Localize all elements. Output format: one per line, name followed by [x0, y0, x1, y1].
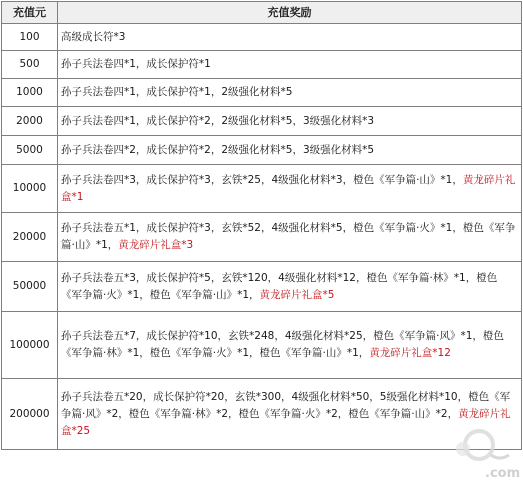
reward-text: 孙子兵法卷五*20，成长保护符*20，玄铁*300，4级强化材料*50，5级强化材料*10，橙色《军争篇·风》*2，橙色《军争篇·林》*2，橙色《军争篇·火》*2，橙色《军争篇·山》*2， — [61, 390, 511, 420]
amount-cell: 200000 — [2, 379, 58, 450]
reward-cell — [58, 24, 522, 51]
reward-cell — [58, 51, 522, 79]
reward-highlight: 黄龙碎片礼盒*1 — [61, 173, 516, 203]
reward-text: 孙子兵法卷四*1，成长保护符*1，2级强化材料*5 — [61, 86, 293, 98]
reward-text: 孙子兵法卷五*3，成长保护符*5，玄铁*120，4级强化材料*12，橙色《军争篇·林》*1，橙色《军争篇·火》*1，橙色《军争篇·山》*1， — [61, 271, 498, 301]
amount-cell: 1000 — [2, 79, 58, 107]
amount-cell: 100 — [2, 24, 58, 51]
reward-table-container — [1, 1, 522, 450]
reward-cell — [58, 79, 522, 107]
reward-highlight: 黄龙碎片礼盒*5 — [259, 288, 335, 301]
reward-cell — [58, 213, 522, 262]
table-row — [2, 379, 522, 450]
reward-cell — [58, 165, 522, 213]
table-row — [2, 312, 522, 379]
amount-cell: 100000 — [2, 312, 58, 379]
reward-text: 高级成长符*3 — [61, 30, 126, 43]
watermark-text: .com — [485, 466, 521, 481]
table-row — [2, 24, 522, 51]
reward-cell — [58, 312, 522, 379]
reward-cell — [58, 262, 522, 312]
table-row — [2, 79, 522, 107]
reward-text: 孙子兵法卷四*3，成长保护符*3，玄铁*25，4级强化材料*3，橙色《军争篇·山》*1， — [61, 173, 463, 186]
recharge-reward-table — [1, 1, 522, 450]
table-row — [2, 262, 522, 312]
table-row — [2, 51, 522, 79]
reward-text: 孙子兵法卷五*1，成长保护符*3，玄铁*52，4级强化材料*5，橙色《军争篇·火》*1，橙色《军争篇·山》*1， — [61, 222, 516, 251]
amount-cell: 500 — [2, 51, 58, 79]
reward-cell — [58, 379, 522, 450]
amount-cell: 20000 — [2, 213, 58, 262]
amount-cell: 50000 — [2, 262, 58, 312]
reward-highlight: 黄龙碎片礼盒*25 — [61, 407, 511, 437]
header-reward: 充值奖励 — [58, 2, 522, 24]
reward-text: 孙子兵法卷四*1，成长保护符*2，2级强化材料*5，3级强化材料*3 — [61, 114, 375, 127]
amount-cell: 5000 — [2, 136, 58, 165]
table-row — [2, 165, 522, 213]
reward-cell — [58, 107, 522, 136]
amount-cell: 10000 — [2, 165, 58, 213]
table-row — [2, 107, 522, 136]
table-row — [2, 213, 522, 262]
amount-cell: 2000 — [2, 107, 58, 136]
table-header-row — [2, 2, 522, 24]
reward-text: 孙子兵法卷四*2，成长保护符*2，2级强化材料*5，3级强化材料*5 — [61, 143, 375, 156]
reward-text: 孙子兵法卷五*7，成长保护符*10，玄铁*248，4级强化材料*25，橙色《军争篇·风》*1，橙色《军争篇·林》*1，橙色《军争篇·火》*1，橙色《军争篇·山》*1， — [61, 330, 504, 359]
reward-highlight: 黄龙碎片礼盒*12 — [369, 347, 451, 359]
reward-highlight: 黄龙碎片礼盒*3 — [118, 239, 194, 251]
reward-cell — [58, 136, 522, 165]
table-row — [2, 136, 522, 165]
reward-text: 孙子兵法卷四*1，成长保护符*1 — [61, 58, 211, 70]
header-amount: 充值元 — [2, 2, 58, 24]
